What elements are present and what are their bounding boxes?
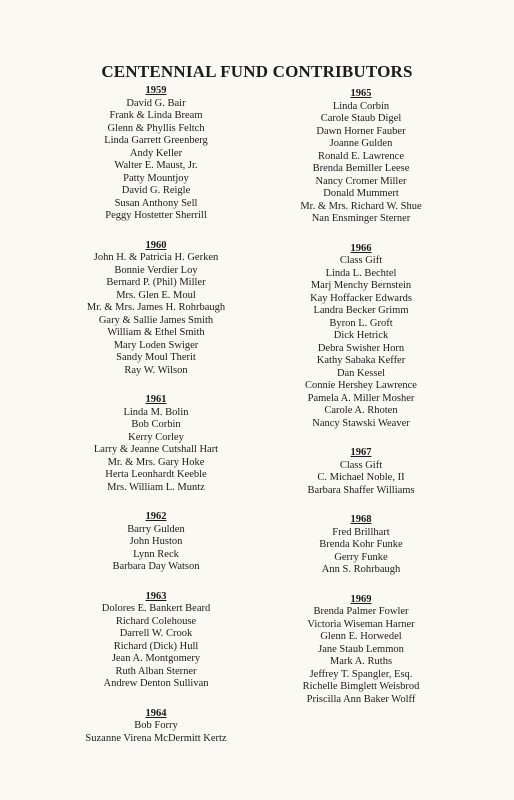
contributor-name: Mary Loden Swiger xyxy=(113,339,199,351)
contributor-name: Walter E. Maust, Jr. xyxy=(114,160,198,171)
contributor-name: Jean A. Montgomery xyxy=(111,653,201,664)
contributor-name: William & Ethel Smith xyxy=(107,327,205,338)
page-title: CENTENNIAL FUND CONTRIBUTORS xyxy=(101,62,413,81)
contributor-name: Sandy Moul Therit xyxy=(116,352,196,363)
contributor-name: Herta Leonhardt Keeble xyxy=(105,469,207,480)
class-year-heading: 1964 xyxy=(145,707,167,719)
contributor-name: Linda Corbin xyxy=(332,100,390,112)
contributor-name: Victoria Wiseman Harner xyxy=(307,618,415,630)
contributor-name: Frank & Linda Bream xyxy=(109,110,203,121)
contributor-name: Priscilla Ann Baker Wolff xyxy=(306,693,416,705)
class-year-heading: 1961 xyxy=(145,394,167,405)
contributor-name: Class Gift xyxy=(339,459,383,471)
contributor-name: Nancy Cromer Miller xyxy=(315,175,407,187)
contributor-name: David G. Bair xyxy=(126,97,186,109)
contributor-name: Fred Brillhart xyxy=(332,526,390,538)
contributor-name: Andrew Denton Sullivan xyxy=(103,678,209,689)
contributor-name: Carole Staub Digel xyxy=(320,113,402,124)
contributor-name: Glenn E. Horwedel xyxy=(320,631,402,642)
contributor-name: Bernard P. (Phil) Miller xyxy=(106,277,206,288)
contributor-name: Susan Anthony Sell xyxy=(114,197,198,209)
contributor-name: Suzanne Virena McDermitt Kertz xyxy=(85,732,227,744)
contributor-name: Mr. & Mrs. James H. Rohrbaugh xyxy=(86,302,226,313)
contributor-name: Barry Gulden xyxy=(127,523,185,535)
class-year-group xyxy=(231,594,491,707)
contributor-name: Darrell W. Crook xyxy=(119,628,193,639)
contributor-name: Larry & Jeanne Cutshall Hart xyxy=(93,444,219,455)
contributor-name: Ann S. Rohrbaugh xyxy=(321,564,401,575)
contributor-name: Peggy Hostetter Sherrill xyxy=(105,210,207,221)
contributor-name: Jane Staub Lemmon xyxy=(318,643,404,655)
contributor-name: Carole A. Rhoten xyxy=(324,405,398,416)
contributor-name: Andy Keller xyxy=(129,147,183,159)
contributor-name: David G. Reigle xyxy=(121,185,191,196)
contributor-name: Gary & Sallie James Smith xyxy=(98,314,214,326)
contributor-name: Nancy Stawski Weaver xyxy=(312,417,410,429)
contributor-name: Joanne Gulden xyxy=(329,138,393,149)
contributor-name: Dick Hetrick xyxy=(333,330,389,341)
contributor-name: Brenda Kohr Funke xyxy=(319,539,403,550)
contributor-name: Lynn Reck xyxy=(133,548,179,560)
contributor-name: Jeffrey T. Spangler, Esq. xyxy=(309,668,413,680)
class-year-heading: 1960 xyxy=(145,239,167,251)
contributor-name: Landra Becker Grimm xyxy=(313,305,409,316)
contributor-name: Dolores E. Bankert Beard xyxy=(101,603,211,614)
contributor-name: Kay Hoffacker Edwards xyxy=(310,292,412,304)
contributor-name: Nan Ensminger Sterner xyxy=(311,213,411,224)
contributor-name: Brenda Palmer Fowler xyxy=(313,606,409,617)
contributor-name: Gerry Funke xyxy=(334,551,388,563)
class-year-heading: 1966 xyxy=(350,242,372,254)
contributor-name: Connie Hershey Lawrence xyxy=(305,380,417,391)
contributor-name: Marj Menchy Bernstein xyxy=(310,280,412,291)
contributor-name: Ray W. Wilson xyxy=(124,364,188,376)
contributor-name: Ruth Alban Sterner xyxy=(115,665,197,677)
contributor-name: Richelle Bimglett Weisbrod xyxy=(302,681,420,692)
contributor-name: Richard (Dick) Hull xyxy=(113,640,199,652)
class-year-heading: 1967 xyxy=(350,447,372,458)
contributor-name: Mrs. William L. Muntz xyxy=(107,481,205,493)
contributor-name: Pamela A. Miller Mosher xyxy=(307,392,415,404)
contributor-name: Brenda Bemiller Leese xyxy=(312,163,410,174)
contributor-name: Mr. & Mrs. Richard W. Shue xyxy=(300,200,422,212)
class-year-group xyxy=(231,243,491,431)
contributor-name: Linda Garrett Greenberg xyxy=(104,135,208,146)
contributor-name: Dan Kessel xyxy=(336,367,386,379)
right-column xyxy=(231,88,491,723)
contributor-name: Glenn & Phyllis Feltch xyxy=(107,122,205,134)
class-year-heading: 1962 xyxy=(145,511,167,522)
contributor-name: Class Gift xyxy=(339,255,383,266)
class-year-heading: 1968 xyxy=(350,514,372,525)
class-year-group xyxy=(231,514,491,577)
contributor-name: Patty Mountjoy xyxy=(123,172,189,184)
contributor-name: Barbara Shaffer Williams xyxy=(307,484,415,496)
contributor-name: Kathy Sabaka Keffer xyxy=(316,355,406,366)
contributor-name: Bob Corbin xyxy=(131,419,181,430)
class-year-group xyxy=(231,447,491,497)
contributor-name: Bonnie Verdier Loy xyxy=(114,264,198,276)
class-year-heading: 1963 xyxy=(145,590,167,602)
contributor-name: Mrs. Glen E. Moul xyxy=(116,289,196,301)
contributor-name: John Huston xyxy=(129,536,183,547)
class-year-heading: 1965 xyxy=(350,88,372,99)
contributor-name: Ronald E. Lawrence xyxy=(317,150,404,162)
contributor-name: Debra Swisher Horn xyxy=(317,342,405,354)
contributor-name: Bob Forry xyxy=(134,720,178,731)
class-year-heading: 1959 xyxy=(145,85,167,96)
contributor-name: Richard Colehouse xyxy=(115,615,197,627)
contributor-name: Byron L. Groft xyxy=(329,317,393,329)
contributor-name: Dawn Horner Fauber xyxy=(316,125,406,137)
contributor-name: Linda L. Bechtel xyxy=(325,267,397,279)
class-year-group xyxy=(231,88,491,226)
contributor-name: Donald Mummert xyxy=(323,188,399,199)
contributor-name: John H. & Patricia H. Gerken xyxy=(93,252,219,263)
contributor-name: Linda M. Bolin xyxy=(123,406,189,418)
contributor-name: Kerry Corley xyxy=(128,431,184,443)
contributor-name: Mark A. Ruths xyxy=(329,656,393,667)
contributor-name: Mr. & Mrs. Gary Hoke xyxy=(107,456,205,468)
contributor-name: Barbara Day Watson xyxy=(112,561,200,572)
contributor-name: C. Michael Noble, II xyxy=(317,472,405,483)
class-year-heading: 1969 xyxy=(350,593,372,605)
